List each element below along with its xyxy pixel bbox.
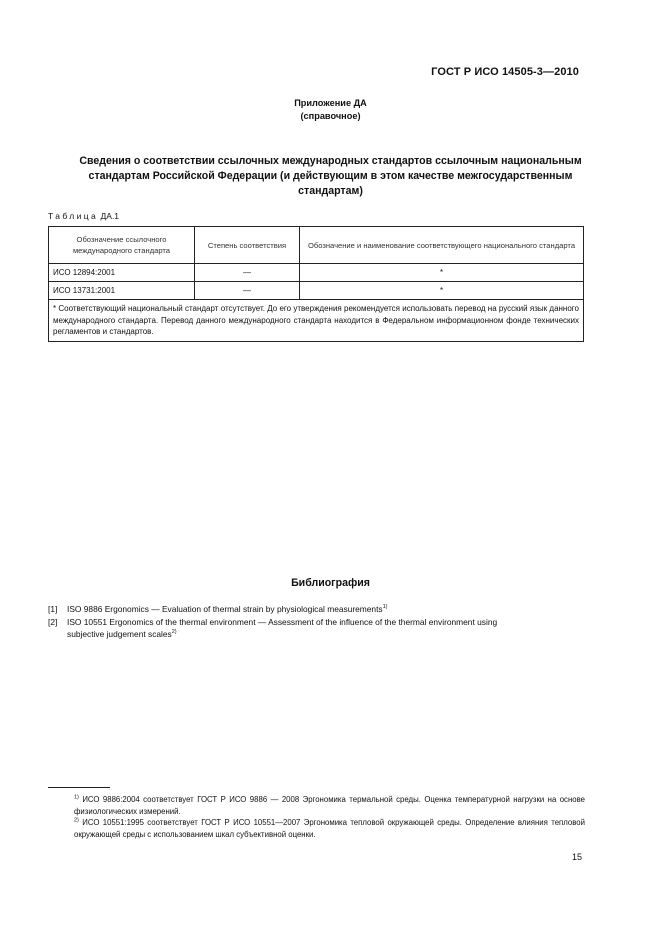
table-cell-national: * [300, 264, 584, 282]
footnote [48, 794, 585, 817]
bibliography-item-number: [2] [48, 617, 58, 627]
footnote-mark: 1) [74, 794, 79, 801]
table-cell-designation: ИСО 13731:2001 [49, 282, 195, 300]
footnote [48, 817, 585, 840]
header-degree-of-correspondence: Степень соответствия [195, 227, 300, 264]
header-national-standard: Обозначение и наименование соответствующего национального стандарта [300, 227, 584, 264]
table-cell-designation: ИСО 12894:2001 [49, 264, 195, 282]
header-international-standard: Обозначение ссылочного международного стандарта [49, 227, 195, 264]
table-caption-label: Таблица [48, 211, 99, 221]
bibliography-item [48, 616, 585, 640]
bibliography-item-number: [1] [48, 604, 58, 614]
annex-subtitle: (справочное) [300, 111, 361, 121]
table-note-row [49, 300, 584, 342]
bibliography-item-continuation: subjective judgement scales [67, 629, 172, 639]
table-cell-degree: — [195, 264, 300, 282]
table-note: * Соответствующий национальный стандарт отсутствует. До его утверждения рекомендуется использовать перевод на русский язык данного международного стандарта. Перевод данного международного стандарта находится в Федеральном информационном фонде технических регламентов и стандартов. [49, 300, 584, 342]
table-row [49, 282, 584, 300]
table-cell-degree: — [195, 282, 300, 300]
page-number: 15 [571, 852, 582, 862]
bibliography-footnote-ref[interactable]: 2) [171, 629, 177, 636]
footnote-text: ИСО 9886:2004 соответствует ГОСТ Р ИСО 9886 — 2008 Эргономика термальной среды. Оценка температурной нагрузки на основе физиологических измерений. [74, 795, 585, 816]
table-caption-number: ДА.1 [100, 211, 120, 221]
document-number-header: ГОСТ Р ИСО 14505-3—2010 [431, 66, 579, 78]
annex-heading [0, 97, 661, 123]
bibliography-item-text: ISO 10551 Ergonomics of the thermal environment — Assessment of the influence of the thermal environment using [67, 617, 498, 627]
table-caption [48, 211, 119, 221]
bibliography-item-text: ISO 9886 Ergonomics — Evaluation of thermal strain by physiological measurements [67, 604, 383, 614]
correspondence-table [48, 226, 584, 342]
bibliography-title: Библиография [291, 577, 370, 589]
annex-title: Приложение ДА [294, 98, 367, 108]
footnote-separator [48, 787, 110, 788]
correspondence-title: Сведения о соответствии ссылочных международных стандартов ссылочным национальным стандартам Российской Федерации (и действующим в этом качестве межгосударственным стандартам) [79, 155, 582, 197]
table-cell-national: * [300, 282, 584, 300]
footnote-text: ИСО 10551:1995 соответствует ГОСТ Р ИСО 10551—2007 Эргономика тепловой окружающей среды. Определение влияния тепловой окружающей среды с использованием шкал субъективной оценки. [74, 818, 585, 839]
footnote-mark: 2) [74, 817, 79, 824]
table-row [49, 264, 584, 282]
table-header-row [49, 227, 584, 264]
bibliography-item [48, 603, 585, 615]
bibliography-footnote-ref[interactable]: 1) [382, 604, 388, 611]
